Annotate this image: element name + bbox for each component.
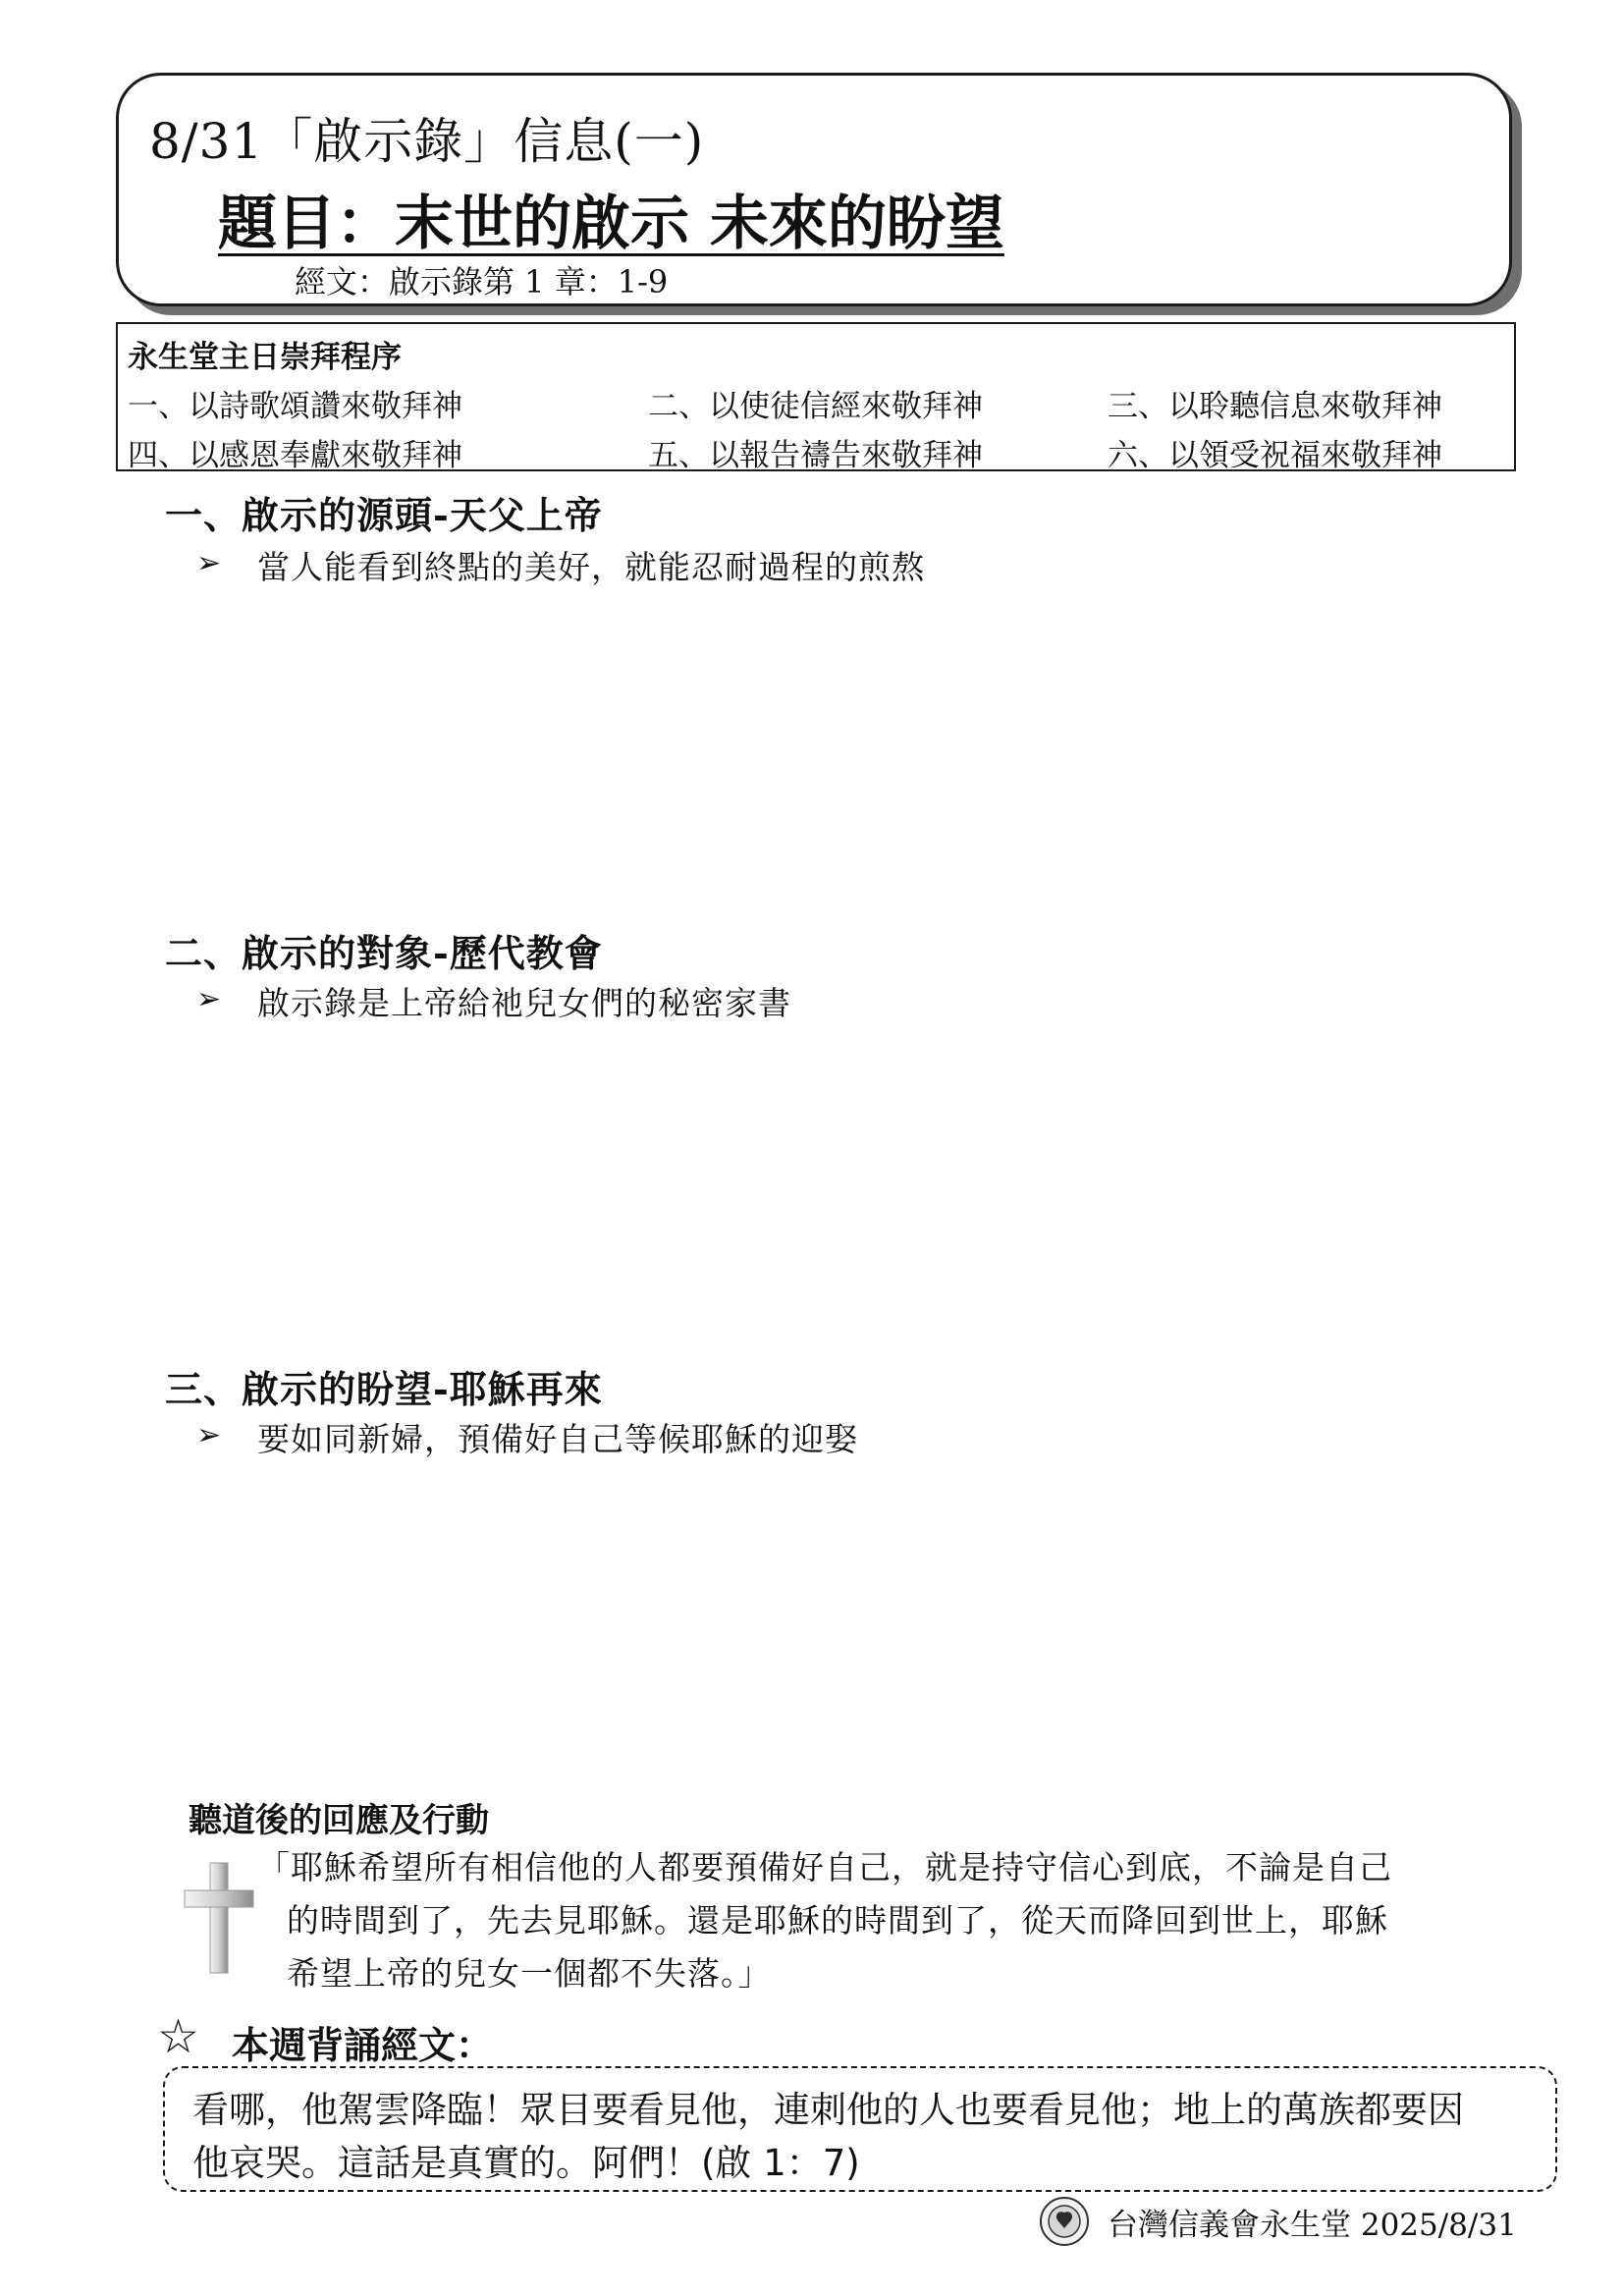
memory-verse-line: 看哪，他駕雲降臨！眾目要看見他，連刺他的人也要看見他；地上的萬族都要因 bbox=[192, 2089, 1464, 2131]
memory-verse-heading: 本週背誦經文： bbox=[232, 2024, 494, 2067]
worship-order-item: 三、以聆聽信息來敬拜神 bbox=[1108, 389, 1442, 424]
worship-order-item: 四、以感恩奉獻來敬拜神 bbox=[128, 438, 462, 473]
section-point: 當人能看到終點的美好，就能忍耐過程的煎熬 bbox=[257, 548, 925, 586]
worship-order-item: 六、以領受祝福來敬拜神 bbox=[1108, 438, 1442, 473]
worship-order-heading: 永生堂主日崇拜程序 bbox=[128, 340, 402, 375]
response-text-line: 「耶穌希望所有相信他的人都要預備好自己，就是持守信心到底，不論是自己 bbox=[257, 1848, 1392, 1886]
church-seal-icon bbox=[1039, 2196, 1090, 2247]
worship-order-item: 二、以使徒信經來敬拜神 bbox=[648, 389, 983, 424]
response-text-line: 的時間到了，先去見耶穌。還是耶穌的時間到了，從天而降回到世上，耶穌 bbox=[287, 1901, 1388, 1940]
section-heading: 二、啟示的對象-歷代教會 bbox=[165, 931, 603, 975]
cross-icon bbox=[181, 1859, 257, 1977]
memory-verse-line: 他哀哭。這話是真實的。阿們！(啟 1：7) bbox=[192, 2142, 860, 2184]
footer-text: 台灣信義會永生堂 2025/8/31 bbox=[1108, 2208, 1517, 2243]
star-icon: ☆ bbox=[157, 2009, 200, 2064]
response-text-line: 希望上帝的兒女一個都不失落。」 bbox=[287, 1954, 772, 1993]
section-heading: 三、啟示的盼望-耶穌再來 bbox=[165, 1367, 603, 1411]
section-point: 啟示錄是上帝給祂兒女們的秘密家書 bbox=[257, 984, 791, 1022]
worship-order-item: 五、以報告禱告來敬拜神 bbox=[648, 438, 983, 473]
sermon-title: 題目：末世的啟示 未來的盼望 bbox=[218, 190, 1004, 258]
section-point: 要如同新婦，預備好自己等候耶穌的迎娶 bbox=[257, 1420, 858, 1458]
arrow-bullet-icon: ➢ bbox=[196, 1418, 222, 1452]
worship-order-item: 一、以詩歌頌讚來敬拜神 bbox=[128, 389, 462, 424]
series-title: 8/31「啟示錄」信息(一) bbox=[149, 113, 705, 170]
response-heading: 聽道後的回應及行動 bbox=[189, 1801, 489, 1840]
section-heading: 一、啟示的源頭-天父上帝 bbox=[165, 493, 603, 537]
arrow-bullet-icon: ➢ bbox=[196, 982, 222, 1016]
arrow-bullet-icon: ➢ bbox=[196, 546, 222, 580]
scripture-reference: 經文：啟示錄第 1 章：1-9 bbox=[295, 263, 669, 301]
